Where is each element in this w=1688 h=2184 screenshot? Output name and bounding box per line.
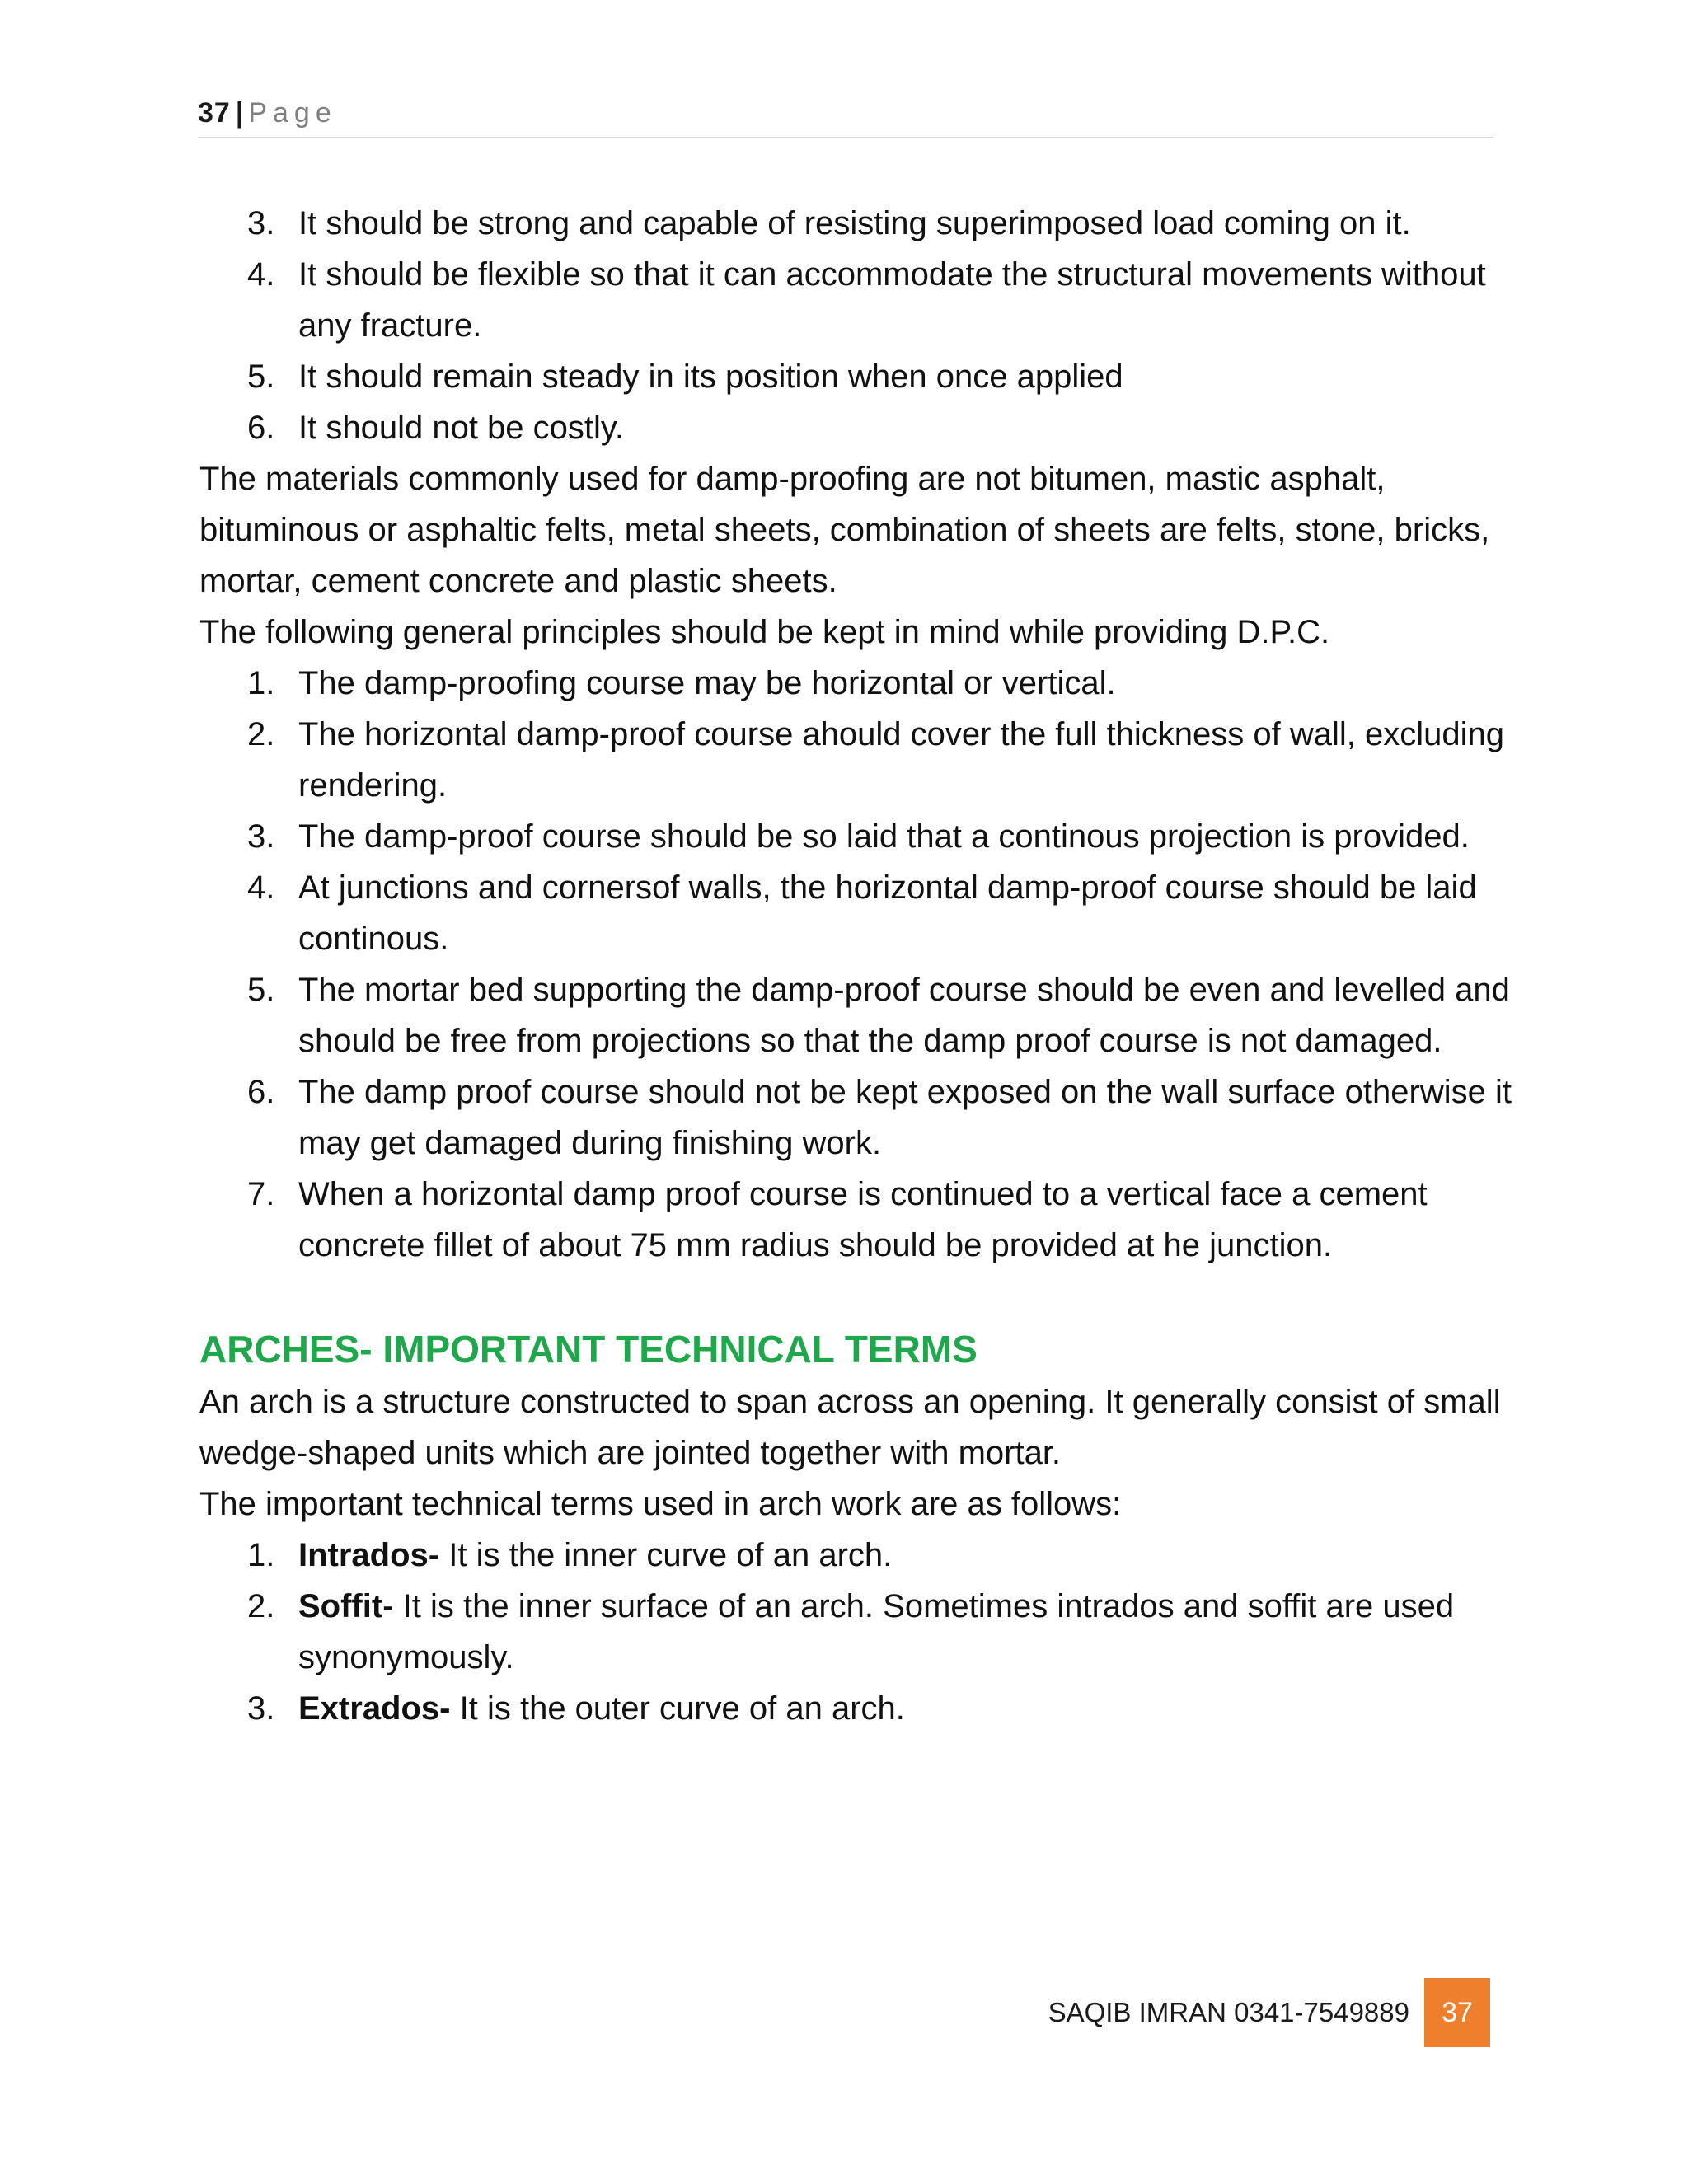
list-item-text: The damp-proofing course may be horizontal or vertical. [298, 665, 1116, 701]
list-item [199, 1169, 1518, 1271]
list-item-text: When a horizontal damp proof course is continued to a vertical face a cement concrete fillet of about 75 mm radius should be provided at he junction. [298, 1176, 1428, 1263]
term-label: Extrados- [298, 1690, 451, 1727]
list-item-number: 4. [247, 256, 275, 293]
list-item-number: 6. [247, 1074, 275, 1110]
list-item [199, 1530, 1518, 1581]
term-label: Soffit- [298, 1588, 394, 1624]
terms-intro: The important technical terms used in arch work are as follows: [199, 1486, 1122, 1522]
principles-intro: The following general principles should be kept in mind while providing D.P.C. [199, 614, 1330, 650]
terms-list [199, 1530, 1518, 1734]
document-body [199, 198, 1518, 1734]
footer-author: SAQIB IMRAN 0341-7549889 [1048, 1997, 1409, 2027]
page-footer [1048, 1978, 1490, 2047]
list-item [199, 964, 1518, 1066]
header-page-number: 37 [198, 97, 231, 129]
term-definition: It is the inner curve of an arch. [439, 1537, 893, 1573]
header-page-word: Page [248, 97, 337, 129]
materials-paragraph: The materials commonly used for damp-proofing are not bitumen, mastic asphalt, bituminous or asphaltic felts, metal sheets, combination of sheets are felts, stone, bricks, mortar, cement concrete and plastic sheets. [199, 461, 1490, 599]
list-item-text: It should be flexible so that it can accommodate the structural movements without any fracture. [298, 256, 1486, 344]
principles-list [199, 658, 1518, 1271]
list-item [199, 658, 1518, 709]
list-item [199, 709, 1518, 811]
list-item [199, 811, 1518, 862]
list-item [199, 249, 1518, 351]
list-item-number: 2. [247, 1588, 275, 1624]
list-item [199, 1683, 1518, 1734]
list-item-number: 3. [247, 205, 275, 241]
list-item-number: 3. [247, 1690, 275, 1727]
list-item-number: 5. [247, 359, 275, 395]
term-definition: It is the inner surface of an arch. Sometimes intrados and soffit are used synonymously. [298, 1588, 1455, 1675]
header-separator: | [235, 97, 244, 129]
list-item-number: 6. [247, 410, 275, 446]
list-item-number: 3. [247, 818, 275, 855]
list-item-text: The mortar bed supporting the damp-proof course should be even and levelled and should be free from projections so that the damp proof course is not damaged. [298, 972, 1510, 1059]
term-definition: It is the outer curve of an arch. [450, 1690, 905, 1727]
list-item-text: It should not be costly. [298, 410, 625, 446]
list-item [199, 198, 1518, 249]
list-item [199, 1066, 1518, 1169]
section-heading: ARCHES- IMPORTANT TECHNICAL TERMS [199, 1328, 978, 1371]
list-item-text: It should be strong and capable of resisting superimposed load coming on it. [298, 205, 1411, 241]
list-item-text: The horizontal damp-proof course ahould cover the full thickness of wall, excluding rendering. [298, 716, 1505, 804]
list-item-text: The damp proof course should not be kept exposed on the wall surface otherwise it may get damaged during finishing work. [298, 1074, 1512, 1161]
term-label: Intrados- [298, 1537, 440, 1573]
list-item-text: The damp-proof course should be so laid that a continous projection is provided. [298, 818, 1470, 855]
list-item-number: 2. [247, 716, 275, 752]
list-item-number: 7. [247, 1176, 275, 1212]
list-item [199, 1581, 1518, 1683]
page-header [198, 97, 1493, 138]
list-item [199, 351, 1518, 402]
list-item-number: 5. [247, 972, 275, 1008]
list-item [199, 862, 1518, 964]
list-item-text: It should remain steady in its position when once applied [298, 359, 1123, 395]
list-item-number: 1. [247, 665, 275, 701]
list-item-number: 1. [247, 1537, 275, 1573]
list-item-number: 4. [247, 869, 275, 906]
footer-page-badge: 37 [1424, 1978, 1490, 2047]
list-item [199, 402, 1518, 453]
arch-definition-paragraph: An arch is a structure constructed to span across an opening. It generally consist of small wedge-shaped units which are jointed together with mortar. [199, 1384, 1501, 1471]
list-item-text: At junctions and cornersof walls, the horizontal damp-proof course should be laid continous. [298, 869, 1477, 957]
requirements-list [199, 198, 1518, 453]
